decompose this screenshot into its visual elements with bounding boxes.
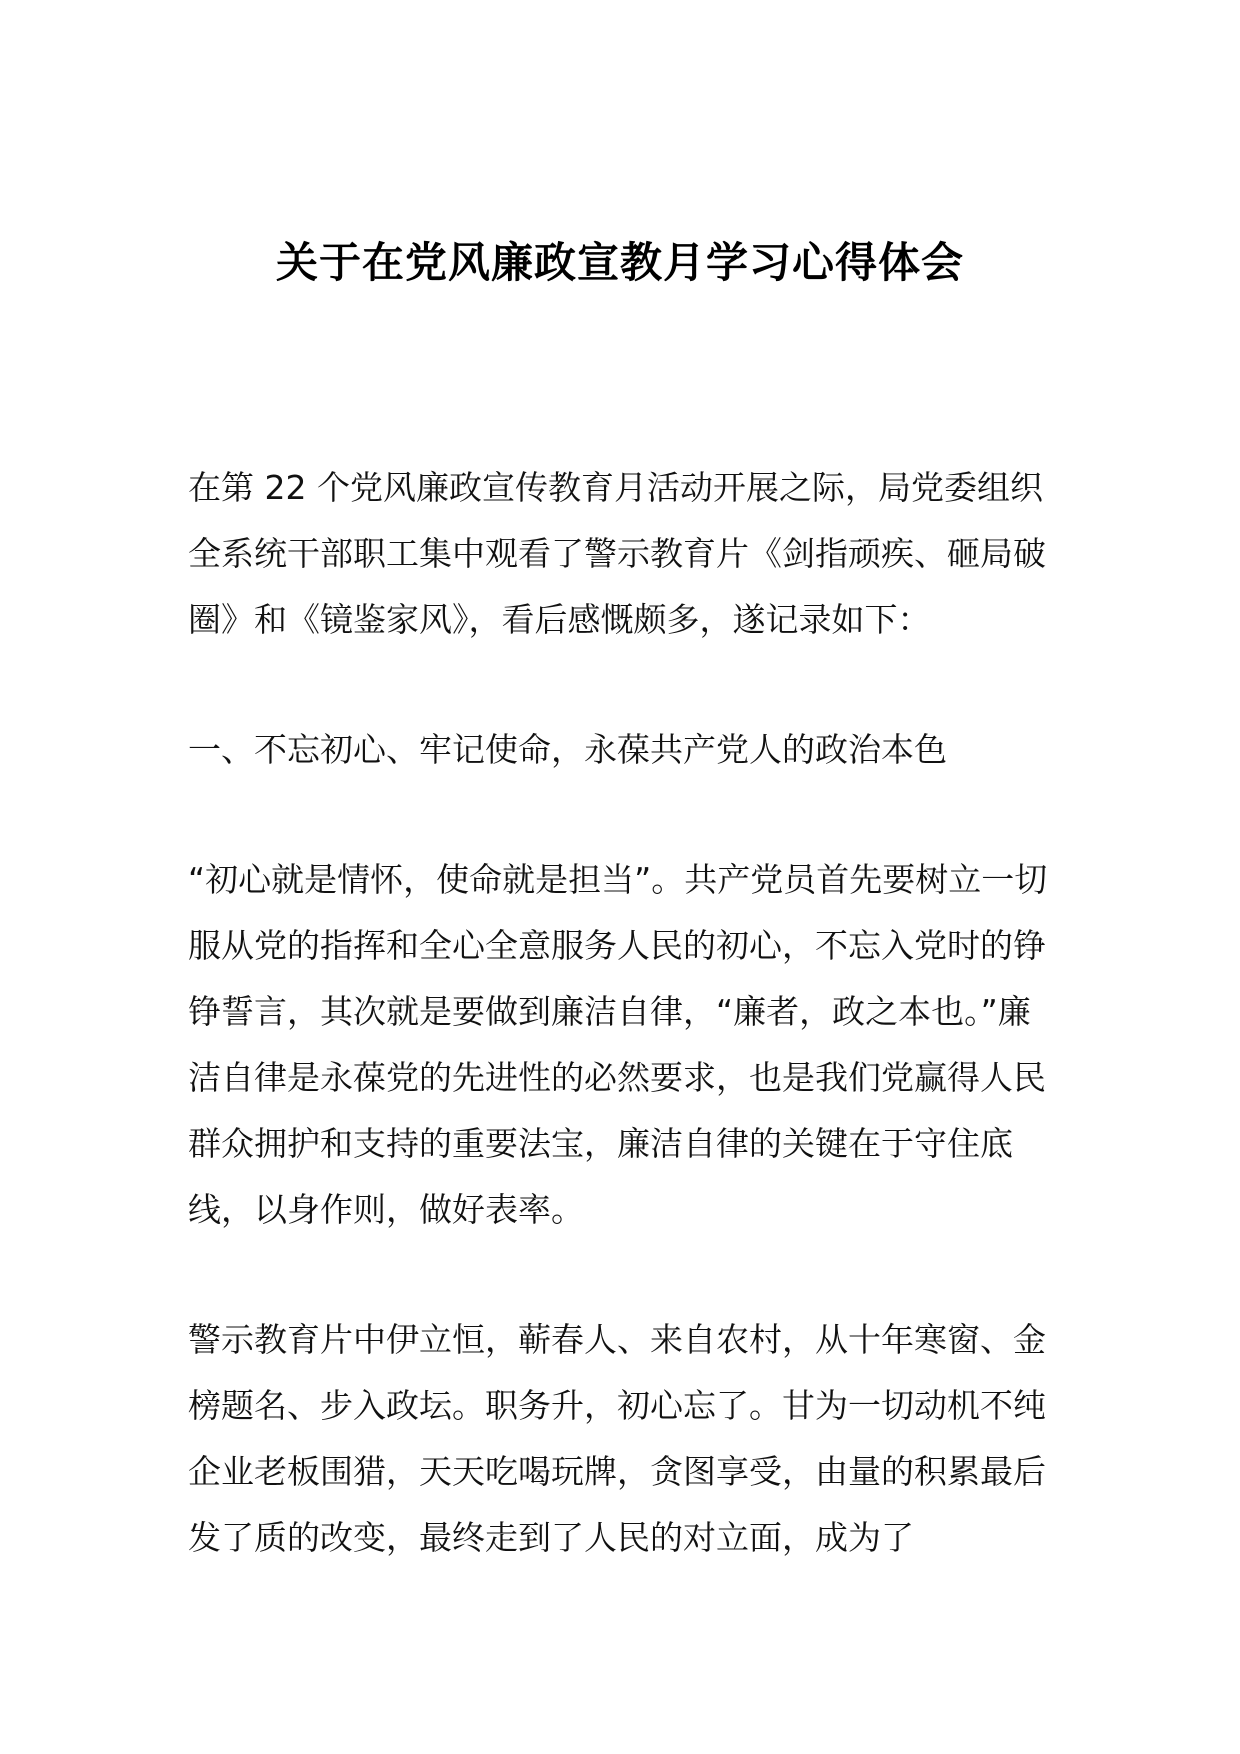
document-title: 关于在党风廉政宣教月学习心得体会 bbox=[275, 238, 964, 288]
body-paragraph: “初心就是情怀，使命就是担当”。共产党员首先要树立一切服从党的指挥和全心全意服务人民的初心，不忘入党时的铮铮誓言，其次就是要做到廉洁自律，“廉者，政之本也。”廉洁自律是永葆党的先进性的必然要求，也是我们党赢得人民群众拥护和支持的重要法宝，廉洁自律的关键在于守住底线，以身作则，做好表率。 bbox=[188, 860, 1048, 1229]
paragraph-gap bbox=[188, 653, 1058, 717]
paragraph-gap bbox=[188, 783, 1058, 847]
intro-paragraph: 在第 22 个党风廉政宣传教育月活动开展之际，局党委组织全系统干部职工集中观看了警示教育片《剑指顽疾、砸局破圈》和《镜鉴家风》，看后感慨颇多，遂记录如下： bbox=[188, 468, 1046, 639]
paragraph-gap bbox=[188, 1243, 1058, 1307]
section-heading: 一、不忘初心、牢记使命，永葆共产党人的政治本色 bbox=[188, 730, 947, 769]
document-body bbox=[188, 455, 1058, 1571]
body-paragraph: 警示教育片中伊立恒，蕲春人、来自农村，从十年寒窗、金榜题名、步入政坛。职务升，初心忘了。甘为一切动机不纯企业老板围猎，天天吃喝玩牌，贪图享受，由量的积累最后发了质的改变，最终走到了人民的对立面，成为了 bbox=[188, 1320, 1046, 1557]
